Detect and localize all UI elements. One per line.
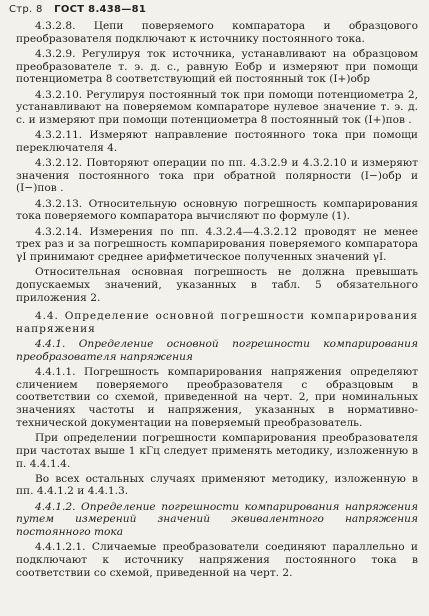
standard-number: ГОСТ 8.438—81: [54, 4, 147, 15]
paragraph-4-3-2-9: 4.3.2.9. Регулируя ток источника, устанавливают на образцовом преобразователе т. э. д. с., равную Eобр и измеряют при помощи потенциометра 8 соответствующий ей постоянный ток (I+)обр: [16, 47, 418, 86]
paragraph-4-3-2-13: 4.3.2.13. Относительную основную погрешность компарирования тока поверяемого компаратора вычисляют по формуле (1).: [16, 197, 418, 223]
document-body: [16, 20, 418, 582]
subsection-heading-4-4-1-2: 4.4.1.2. Определение погрешности компарирования напряжения путем измерений значений эквивалентного напряжения постоянного тока: [16, 500, 418, 539]
paragraph-4-3-2-12: 4.3.2.12. Повторяют операции по пп. 4.3.2.9 и 4.3.2.10 и измеряют значения постоянного тока при обратной полярности (I−)обр и (I−)пов .: [16, 157, 418, 195]
subsection-heading-4-4-1: 4.4.1. Определение основной погрешности компарирования преобразователя напряжения: [16, 338, 418, 363]
page-number: Стр. 8: [9, 4, 43, 15]
paragraph-high-frequency: При определении погрешности компарирования преобразователя при частотах выше 1 кГц следует применять методику, изложенную в п. 4.4.1.4.: [16, 432, 418, 470]
paragraph-4-3-2-10: 4.3.2.10. Регулируя постоянный ток при помощи потенциометра 2, устанавливают на поверяемом компараторе нулевое значение т. э. д. с. и измеряют при помощи потенциометра 8 постоянный ток (I+)пов .: [16, 88, 418, 126]
paragraph-4-3-2-14: 4.3.2.14. Измерения по пп. 4.3.2.4—4.3.2.12 проводят не менее трех раз и за погрешность компарирования поверяемого компаратора γI принимают среднее арифметическое полученных значений γI.: [16, 225, 418, 263]
paragraph-4-4-1-2-1: 4.4.1.2.1. Сличаемые преобразователи соединяют параллельно и подключают к источнику напряжения постоянного тока в соответствии со схемой, приведенной на черт. 2.: [16, 541, 418, 579]
paragraph-4-3-2-8: 4.3.2.8. Цепи поверяемого компаратора и образцового преобразователя подключают к источнику постоянного тока.: [16, 20, 418, 45]
page-header: [9, 4, 146, 15]
paragraph-other-cases: Во всех остальных случаях применяют методику, изложенную в пп. 4.4.1.2 и 4.4.1.3.: [16, 472, 418, 498]
paragraph-error-limit: Относительная основная погрешность не должна превышать допускаемых значений, указанных в табл. 5 обязательного приложения 2.: [16, 266, 418, 304]
paragraph-4-4-1-1: 4.4.1.1. Погрешность компарирования напряжения определяют сличением поверяемого преобразователя с образцовым в соответствии со схемой, приведенной на черт. 2, при номинальных значениях частоты и напряжения, указанных в нормативно-технической документации на поверяемый преобразователь.: [16, 366, 418, 429]
paragraph-4-3-2-11: 4.3.2.11. Измеряют направление постоянного тока при помощи переключателя 4.: [16, 129, 418, 154]
section-heading-4-4: 4.4. Определение основной погрешности компарирования напряжения: [16, 310, 418, 335]
